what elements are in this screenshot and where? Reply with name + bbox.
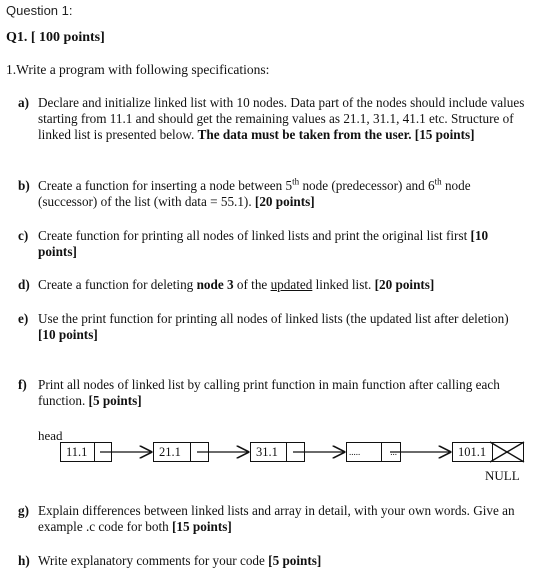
item-h [18, 553, 528, 569]
item-b-sup1: th [292, 176, 300, 187]
item-f-bold: [5 points] [88, 393, 142, 408]
intro-line: 1.Write a program with following specifications: [6, 62, 270, 77]
item-letter: g) [18, 503, 29, 518]
node-data: 11.1 [61, 443, 95, 461]
item-b-text2: node (predecessor) and 6 [299, 178, 435, 193]
item-c-bold: [10 points] [38, 228, 489, 259]
item-letter: c) [18, 228, 29, 243]
item-b-bold: [20 points] [254, 194, 315, 209]
item-b-text1: Create a function for inserting a node between 5 [38, 178, 293, 193]
item-a-bold: The data must be taken from the user. [15 points] [197, 127, 475, 142]
head-label: head [38, 428, 63, 443]
item-c-text: Create function for printing all nodes of linked lists and print the original list first [38, 228, 471, 243]
item-e-text: Use the print function for printing all nodes of linked lists (the updated list after deletion) [38, 311, 509, 326]
q1-heading: Q1. [ 100 points] [6, 30, 105, 45]
item-e-bold: [10 points] [38, 327, 98, 342]
item-d-text1: Create a function for deleting [38, 277, 197, 292]
item-a-text: Declare and initialize linked list with 10 nodes. Data part of the nodes should include values starting from 11.1 and should get the remaining values as 21.1, 31.1, 41.1 etc. Structure of linked list is presented below. [38, 95, 525, 142]
node-data: ..... [347, 443, 382, 461]
question-title: Question 1: [6, 3, 73, 18]
item-g [18, 503, 528, 535]
node-data: 31.1 [251, 443, 287, 461]
item-d-underline: updated [270, 277, 313, 292]
item-letter: h) [18, 553, 30, 568]
item-b-sup2: th [434, 176, 442, 187]
item-letter: a) [18, 95, 29, 110]
item-h-text: Write explanatory comments for your code [38, 553, 269, 568]
item-d-text2: of the [233, 277, 271, 292]
item-text [38, 503, 528, 535]
item-letter: f) [18, 377, 27, 392]
item-d-text3: linked list. [312, 277, 375, 292]
item-text [38, 553, 528, 569]
item-letter: e) [18, 311, 29, 326]
item-letter: b) [18, 178, 30, 193]
item-d-bold1: node 3 [196, 277, 234, 292]
item-g-text: Explain differences between linked lists and array in detail, with your own words. Give an example .c code for both [38, 503, 515, 534]
item-letter: d) [18, 277, 30, 292]
item-b-text3: node (successor) of the list (with data = 55.1). [38, 178, 471, 209]
item-d-bold2: [20 points] [374, 277, 435, 292]
item-f-text: Print all nodes of linked list by calling print function in main function after calling each function. [38, 377, 500, 408]
node-data: 21.1 [154, 443, 191, 461]
item-g-bold: [15 points] [172, 519, 232, 534]
null-label: NULL [485, 468, 520, 483]
node-data: 101.1 [453, 443, 493, 461]
node-ptr-ellipsis: ... [390, 447, 397, 457]
item-h-bold: [5 points] [268, 553, 322, 568]
